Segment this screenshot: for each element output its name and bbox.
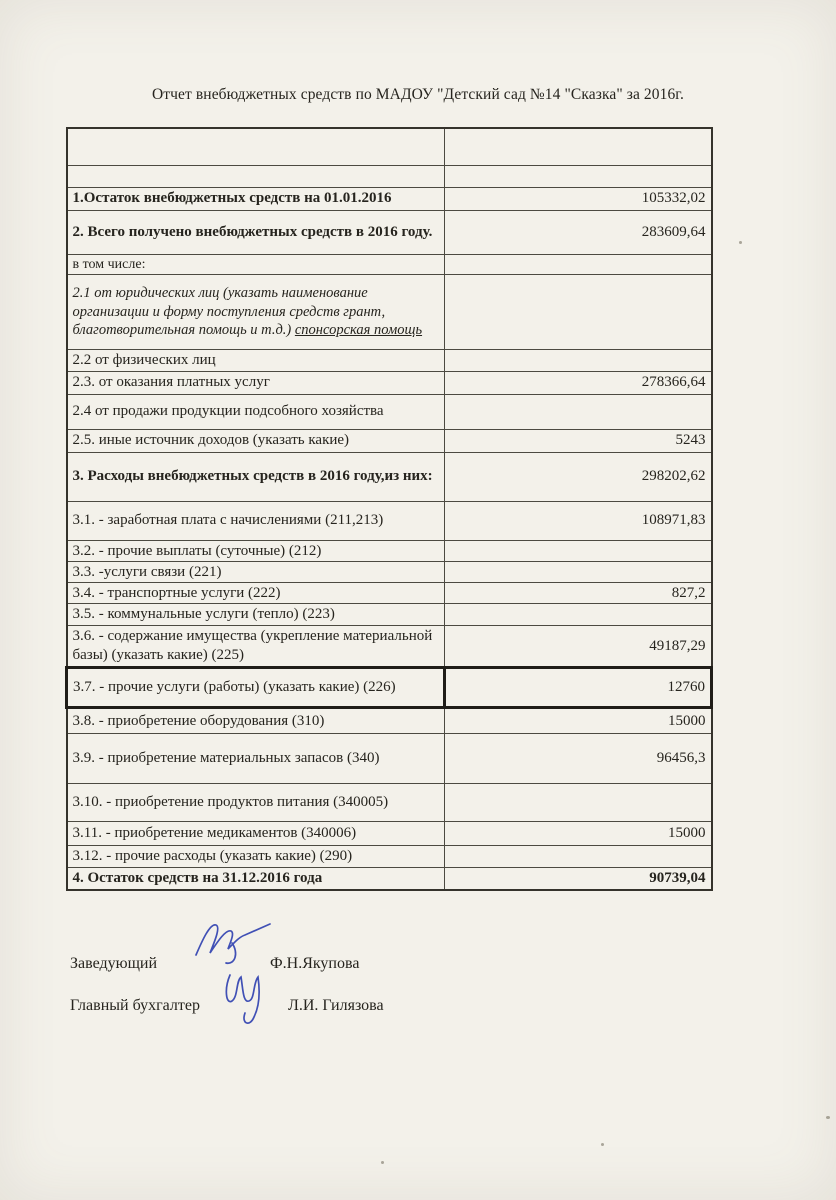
row-label: 3.3. -услуги связи (221) xyxy=(67,561,445,582)
scan-artifact-dot xyxy=(601,1143,604,1146)
scan-artifact-dot xyxy=(381,1161,384,1164)
row-value: 5243 xyxy=(445,429,712,452)
signature-block xyxy=(70,943,836,1027)
table-row xyxy=(67,783,712,821)
row-label: 3.10. - приобретение продуктов питания (340005) xyxy=(67,783,445,821)
row-label-underlined: спонсорская помощь xyxy=(294,321,423,338)
table-row xyxy=(67,667,712,707)
scan-artifact-dot xyxy=(739,241,742,244)
row-label: 3.4. - транспортные услуги (222) xyxy=(67,583,445,604)
row-label: 4. Остаток средств на 31.12.2016 года xyxy=(67,867,445,890)
row-label: 2.4 от продажи продукции подсобного хозяйства xyxy=(67,394,445,429)
row-value: 298202,62 xyxy=(445,452,712,501)
accountant-role-label: Главный бухгалтер xyxy=(70,997,200,1015)
row-value xyxy=(445,394,712,429)
row-value: 283609,64 xyxy=(445,210,712,254)
row-value: 15000 xyxy=(445,821,712,845)
row-value xyxy=(445,561,712,582)
table-row xyxy=(67,540,712,561)
row-value xyxy=(445,165,712,187)
row-label: 1.Остаток внебюджетных средств на 01.01.2016 xyxy=(67,187,445,210)
accountant-name: Л.И. Гилязова xyxy=(288,997,384,1015)
row-label xyxy=(67,128,445,165)
row-value: 15000 xyxy=(445,707,712,733)
director-role-label: Заведующий xyxy=(70,955,158,973)
row-label: в том числе: xyxy=(67,254,445,274)
row-label: 3.12. - прочие расходы (указать какие) (290) xyxy=(67,845,445,867)
table-row xyxy=(67,128,712,165)
row-value xyxy=(445,274,712,349)
row-label: 3.2. - прочие выплаты (суточные) (212) xyxy=(67,540,445,561)
table-row xyxy=(67,867,712,890)
table-row xyxy=(67,210,712,254)
row-label: 3.8. - приобретение оборудования (310) xyxy=(67,707,445,733)
row-label: 3.7. - прочие услуги (работы) (указать какие) (226) xyxy=(67,667,445,707)
table-row xyxy=(67,501,712,540)
row-value: 96456,3 xyxy=(445,733,712,783)
table-row xyxy=(67,583,712,604)
table-row xyxy=(67,821,712,845)
table-row xyxy=(67,452,712,501)
director-signature-icon xyxy=(188,913,283,973)
row-value xyxy=(445,783,712,821)
table-row xyxy=(67,845,712,867)
row-label xyxy=(67,274,445,349)
row-value: 90739,04 xyxy=(445,867,712,890)
table-row xyxy=(67,394,712,429)
row-label: 3. Расходы внебюджетных средств в 2016 году,из них: xyxy=(67,452,445,501)
table-row xyxy=(67,187,712,210)
table-row xyxy=(67,274,712,349)
row-value xyxy=(445,128,712,165)
row-label: 2.3. от оказания платных услуг xyxy=(67,371,445,394)
table-row xyxy=(67,625,712,667)
row-value: 108971,83 xyxy=(445,501,712,540)
table-row xyxy=(67,429,712,452)
signature-row-accountant xyxy=(70,985,836,1027)
row-label: 2.2 от физических лиц xyxy=(67,349,445,371)
row-value: 105332,02 xyxy=(445,187,712,210)
report-table xyxy=(65,127,713,891)
row-label: 3.11. - приобретение медикаментов (340006) xyxy=(67,821,445,845)
row-label: 3.5. - коммунальные услуги (тепло) (223) xyxy=(67,604,445,625)
row-label: 3.6. - содержание имущества (укрепление материальной базы) (указать какие) (225) xyxy=(67,625,445,667)
row-label: 3.1. - заработная плата с начислениями (211,213) xyxy=(67,501,445,540)
table-row xyxy=(67,604,712,625)
row-label xyxy=(67,165,445,187)
table-row xyxy=(67,371,712,394)
table-row xyxy=(67,561,712,582)
row-label-text: 2.1 от юридических лиц (указать наименование организации и форму поступления средств грант, благотворительная помощь и т.д.) xyxy=(72,285,386,338)
row-value: 827,2 xyxy=(445,583,712,604)
table-row xyxy=(67,349,712,371)
table-row xyxy=(67,733,712,783)
table-row xyxy=(67,254,712,274)
table-row xyxy=(67,707,712,733)
row-value xyxy=(445,604,712,625)
row-value xyxy=(445,845,712,867)
row-label: 2. Всего получено внебюджетных средств в 2016 году. xyxy=(67,210,445,254)
row-value: 12760 xyxy=(445,667,712,707)
row-value: 278366,64 xyxy=(445,371,712,394)
document-title: Отчет внебюджетных средств по МАДОУ "Детский сад №14 "Сказка" за 2016г. xyxy=(151,86,684,103)
row-value: 49187,29 xyxy=(445,625,712,667)
signature-row-director xyxy=(70,943,836,985)
row-value xyxy=(445,349,712,371)
row-value xyxy=(445,254,712,274)
row-label: 2.5. иные источник доходов (указать какие) xyxy=(67,429,445,452)
row-value xyxy=(445,540,712,561)
table-row xyxy=(67,165,712,187)
scan-artifact-dot xyxy=(826,1116,830,1119)
row-label: 3.9. - приобретение материальных запасов (340) xyxy=(67,733,445,783)
director-name: Ф.Н.Якупова xyxy=(270,955,360,973)
